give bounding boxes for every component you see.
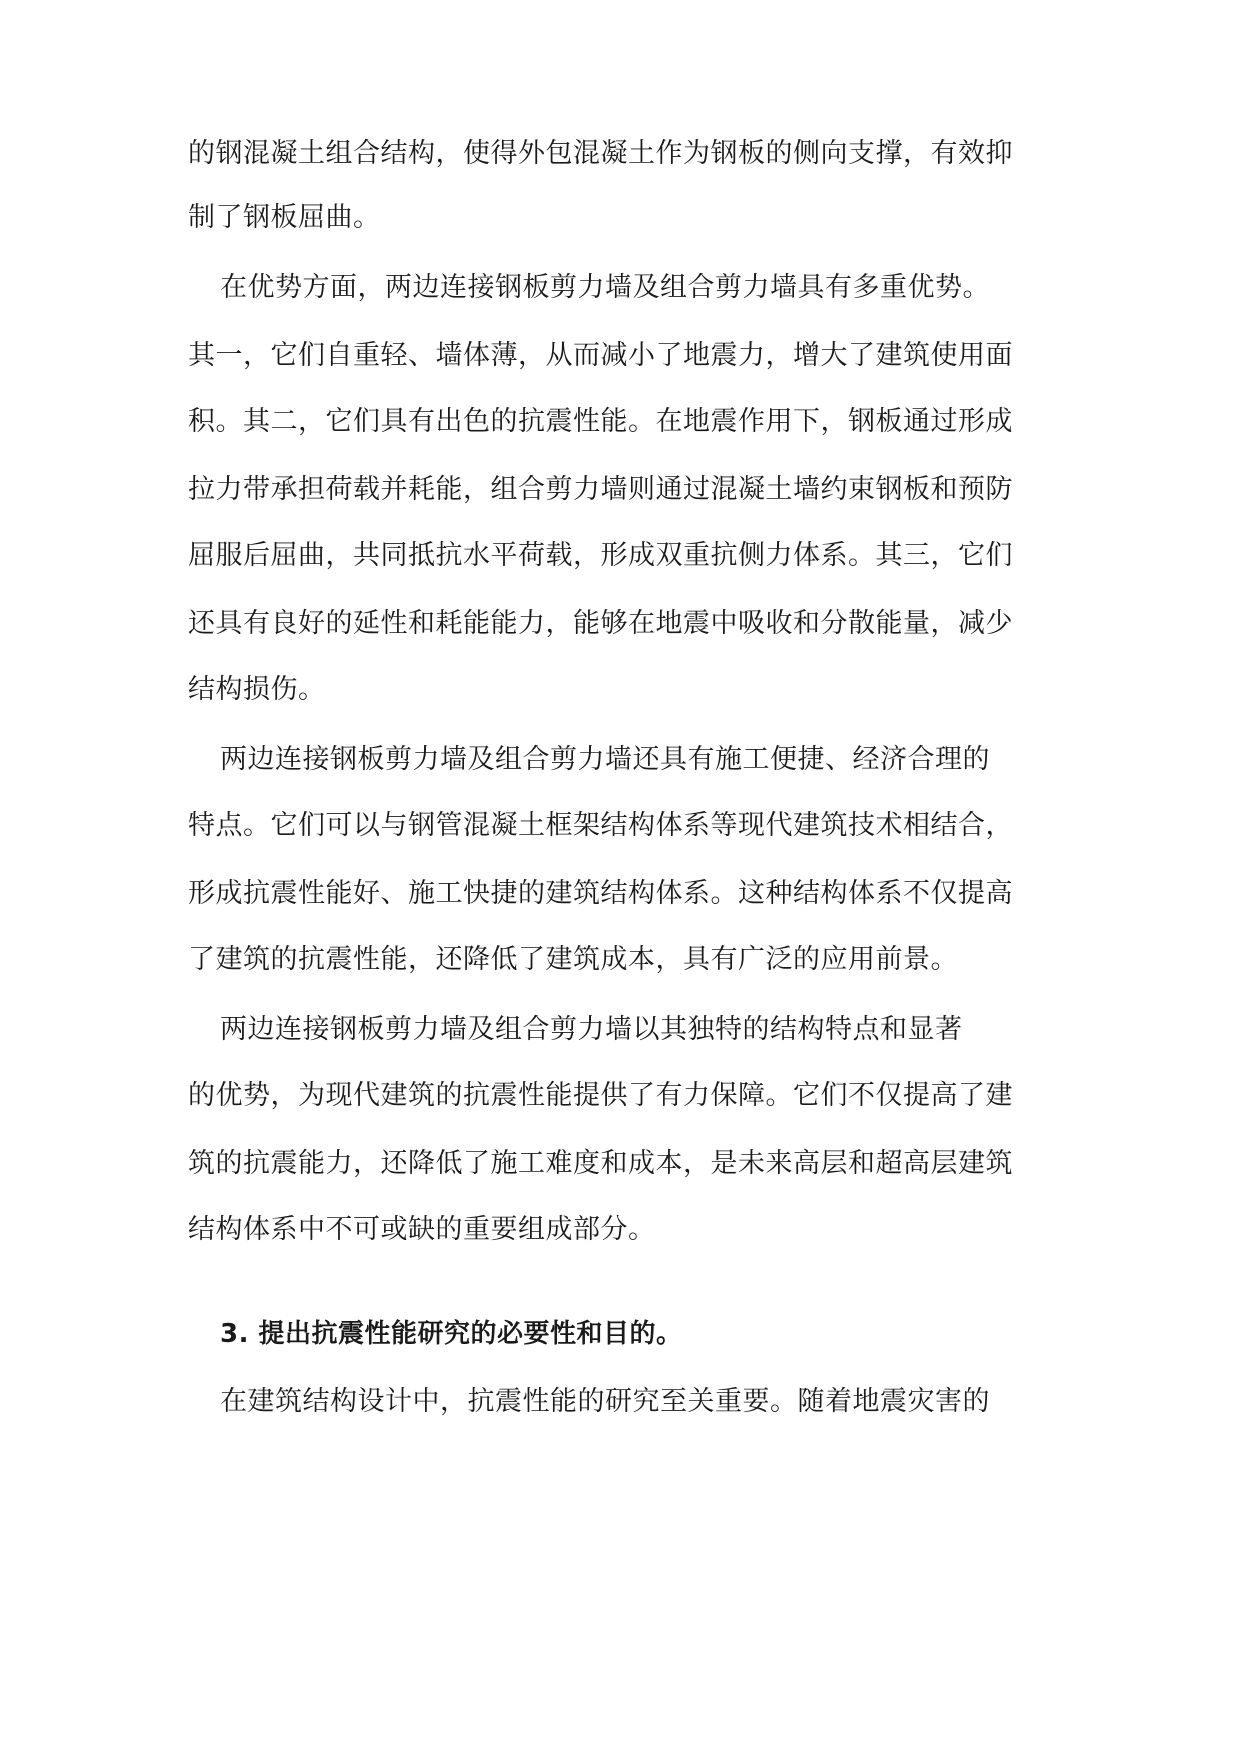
paragraph-2-line-1: 在优势方面，两边连接钢板剪力墙及组合剪力墙具有多重优势。: [220, 272, 990, 303]
paragraph-2-line-4: 拉力带承担荷载并耗能，组合剪力墙则通过混凝土墙约束钢板和预防: [188, 474, 1013, 505]
paragraph-5-line-1: 在建筑结构设计中，抗震性能的研究至关重要。随着地震灾害的: [220, 1386, 990, 1417]
paragraph-2-line-7: 结构损伤。: [188, 674, 326, 705]
paragraph-2-line-5: 屈服后屈曲，共同抵抗水平荷载，形成双重抗侧力体系。其三，它们: [188, 540, 1013, 571]
paragraph-4-line-3: 筑的抗震能力，还降低了施工难度和成本，是未来高层和超高层建筑: [188, 1148, 1013, 1179]
section-heading: 3. 提出抗震性能研究的必要性和目的。: [220, 1319, 683, 1349]
paragraph-4-line-4: 结构体系中不可或缺的重要组成部分。: [188, 1214, 656, 1245]
paragraph-3-line-1: 两边连接钢板剪力墙及组合剪力墙还具有施工便捷、经济合理的: [220, 744, 990, 775]
paragraph-4-line-1: 两边连接钢板剪力墙及组合剪力墙以其独特的结构特点和显著: [220, 1014, 963, 1045]
paragraph-2-line-2: 其一，它们自重轻、墙体薄，从而减小了地震力，增大了建筑使用面: [188, 340, 1013, 371]
paragraph-2-line-3: 积。其二，它们具有出色的抗震性能。在地震作用下，钢板通过形成: [188, 406, 1013, 437]
paragraph-1-line-2: 制了钢板屈曲。: [188, 202, 381, 233]
paragraph-2-line-6: 还具有良好的延性和耗能能力，能够在地震中吸收和分散能量，减少: [188, 608, 1013, 639]
paragraph-3-line-2: 特点。它们可以与钢管混凝土框架结构体系等现代建筑技术相结合，: [188, 810, 1013, 841]
paragraph-3-line-3: 形成抗震性能好、施工快捷的建筑结构体系。这种结构体系不仅提高: [188, 878, 1013, 909]
paragraph-3-line-4: 了建筑的抗震性能，还降低了建筑成本，具有广泛的应用前景。: [188, 944, 958, 975]
paragraph-1-line-1: 的钢混凝土组合结构，使得外包混凝土作为钢板的侧向支撑，有效抑: [188, 138, 1013, 169]
paragraph-4-line-2: 的优势，为现代建筑的抗震性能提供了有力保障。它们不仅提高了建: [188, 1080, 1013, 1111]
